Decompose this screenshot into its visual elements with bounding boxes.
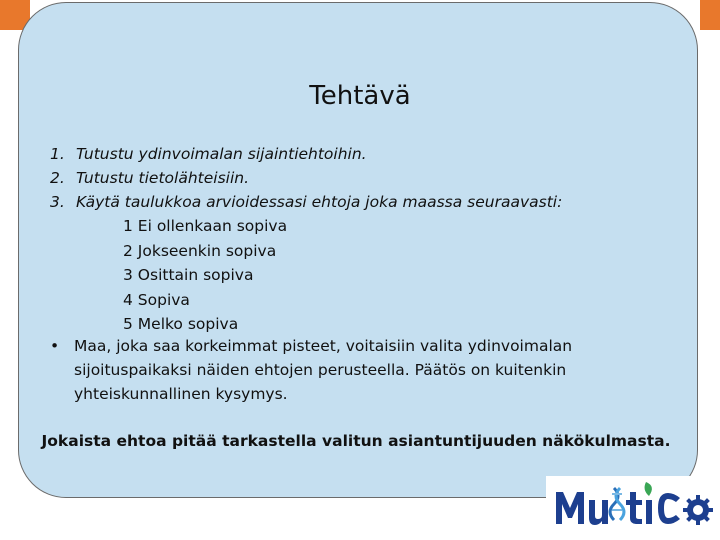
scale-item: 1 Ei ollenkaan sopiva — [123, 217, 288, 235]
accent-bar-right — [700, 0, 720, 30]
scale-item: 5 Melko sopiva — [123, 315, 239, 333]
bullet-dot-icon: • — [50, 337, 60, 355]
list-item — [50, 190, 562, 214]
rating-scale-list — [123, 214, 287, 337]
page-title: Tehtävä — [309, 81, 411, 111]
scale-item: 2 Jokseenkin sopiva — [123, 241, 277, 260]
task-steps-list — [50, 142, 562, 214]
multico-logo-icon — [546, 476, 720, 540]
step-text: Tutustu tietolähteisiin. — [76, 169, 250, 187]
step-text: Käytä taulukkoa arvioidessasi ehtoja joka maassa seuraavasti: — [76, 193, 563, 211]
closing-note: Jokaista ehtoa pitää tarkastella valitun asiantuntijuuden näkökulmasta. — [41, 432, 671, 450]
step-number: 3. — [50, 193, 65, 211]
content-card — [18, 2, 698, 498]
step-number: 2. — [50, 169, 65, 187]
list-item — [50, 142, 562, 166]
bullet-paragraph — [50, 334, 610, 406]
bullet-text: Maa, joka saa korkeimmat pisteet, voitaisiin valita ydinvoimalan sijoituspaikaksi näiden ehtojen perusteella. Päätös on kuitenkin yhteiskunnallinen kysymys. — [74, 337, 573, 403]
step-text: Tutustu ydinvoimalan sijaintiehtoihin. — [76, 145, 367, 163]
list-item — [50, 166, 562, 190]
multico-logo — [546, 476, 720, 540]
scale-item: 4 Sopiva — [123, 290, 190, 309]
step-number: 1. — [50, 145, 65, 163]
scale-item: 3 Osittain sopiva — [123, 266, 254, 284]
